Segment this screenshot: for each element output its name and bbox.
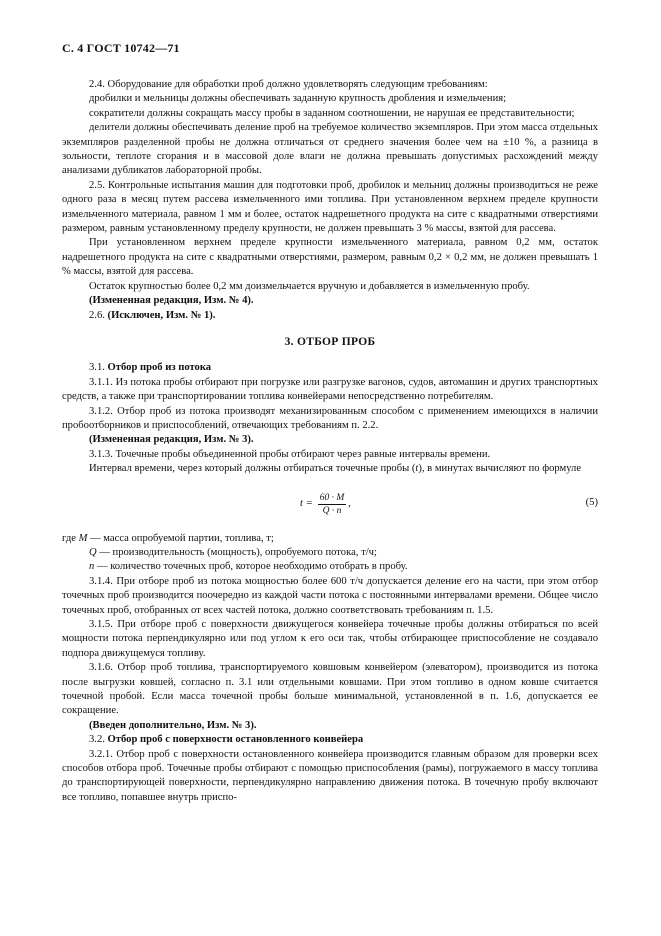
where-text: — производительность (мощность), опробуемого потока, т/ч; [96,546,377,558]
where-item-q [62,546,598,560]
formula-expression [300,492,351,517]
text-fragment: Интервал времени, через который должны отбираться точечные пробы ( [89,463,416,475]
paragraph-2-4: 2.4. Оборудование для обработки проб должно удовлетворять следующим требованиям: [89,79,488,90]
paragraph-3-2 [62,733,598,747]
clause-title: Отбор проб с поверхности остановленного конвейера [107,734,364,746]
paragraph-3-1-6: 3.1.6. Отбор проб топлива, транспортируемого ковшовым конвейером (элеватором), производится из потока после выгрузки ковшей, согласно п. 3.1 или отдельными ковшами. При этом топливо в одном ковше считается точечной пробой. Если масса точечной пробы больше минимальной, установленной в п. 1.6, допускается ее сокращение. [62,662,598,717]
paragraph-3-1-2: 3.1.2. Отбор проб из потока производят механизированным способом с применением имеющихся в наличии пробоотборников и приспособлений, отвечающих требованиям п. 2.2. [62,405,598,431]
amendment-note-izm4: (Измененная редакция, Изм. № 4). [89,295,254,307]
formula-denominator: Q · n [322,505,342,516]
paragraph-crushers: дробилки и мельницы должны обеспечивать заданную крупность дробления и измельчения; [89,93,507,105]
paragraph-2-6 [62,309,598,323]
where-prefix: где [62,532,79,544]
paragraph-3-1 [62,361,598,375]
paragraph-3-1-1: 3.1.1. Из потока пробы отбирают при погрузке или разгрузке вагонов, судов, автомашин и других транспортных средств, а также при транспортировании топлива конвейерами непосредственно потребителям. [62,376,598,403]
amendment-note-added: (Введен дополнительно, Изм. № 3). [89,719,257,731]
formula-lhs: t = [300,497,313,509]
paragraph-3-2-1: 3.2.1. Отбор проб с поверхности остановленного конвейера производится главным образом для проверки всех способов отбора проб. Точечные пробы отбирают с помощью приспособления (рамы), погружаемого в массу топлива до транспортирующей поверхности, перпендикулярно направлению движения потока. В точечную пробу включают все топливо, попавшее внутрь приспо- [62,748,598,803]
formula-numerator: 60 · M [319,492,345,503]
symbol-q: Q [89,546,97,558]
where-item-m [62,532,598,546]
symbol-n: n [89,561,95,573]
paragraph-interval [62,462,598,476]
section-heading: 3. ОТБОР ПРОБ [284,335,376,348]
document-body [62,78,598,805]
clause-number: 3.1. [89,362,105,374]
where-text: — количество точечных проб, которое необходимо отобрать в пробу. [94,561,408,573]
paragraph-3-1-3: 3.1.3. Точечные пробы объединенной пробы отбирают через равные интервалы времени. [89,448,491,460]
text-fragment: ), в минутах вычисляют по формуле [418,463,582,475]
paragraph-dividers: делители должны обеспечивать деление проб на требуемое количество экземпляров. При этом масса отдельных экземпляров разделенной пробы не должна отличаться от среднего значения более чем на ±10 %, а разница в зольности, теплоте сгорания и в массовой доле влаги не должна превышать допустимых расхождений между анализами дубликатов лабораторной пробы. [62,122,598,177]
clause-excluded-note: (Исключен, Изм. № 1). [107,309,216,321]
clause-number: 2.6. [89,309,105,321]
formula-tail: , [348,497,351,509]
formula-5 [62,484,598,528]
clause-number: 3.2. [89,734,105,746]
formula-number: (5) [585,496,598,508]
formula-fraction [318,492,347,517]
page-header: С. 4 ГОСТ 10742—71 [62,41,180,55]
paragraph-0-2mm: При установленном верхнем пределе крупности измельченного материала, равном 0,2 мм, остаток надрешетного продукта на сите с квадратными отверстиями, размером, равным 0,2 × 0,2 мм, не должен превышать 1 % массы, взятой для рассева. [62,237,598,278]
paragraph-3-1-5: 3.1.5. При отборе проб с поверхности движущегося конвейера точечные пробы должны отбираться по всей мощности потока перпендикулярно или под углом к его оси так, чтобы отбирающее приспособление не создавало подпора движущемуся топливу. [62,619,598,659]
amendment-note-izm3: (Измененная редакция, Изм. № 3). [89,434,254,446]
paragraph-3-1-4: 3.1.4. При отборе проб из потока мощностью более 600 т/ч допускается деление его на части, при этом отбор точечных проб производится поочередно из каждой части потока с постоянными интервалами времени. Общее число точечных проб, отобранных от всех частей потока, должно соответствовать требованиям п. 1.5. [62,575,598,616]
clause-title: Отбор проб из потока [107,362,212,374]
where-text: — масса опробуемой партии, топлива, т; [87,532,274,544]
paragraph-residue: Остаток крупностью более 0,2 мм доизмельчается вручную и добавляется в измельченную пробу. [89,280,530,292]
paragraph-2-5: 2.5. Контрольные испытания машин для подготовки проб, дробилок и мельниц должны производиться не реже одного раза в месяц путем рассева измельченного ими топлива. При установленном верхнем пределе крупности измельченного материала, равном 1 мм и более, остаток надрешетного продукта на сите с квадратными отверстиями размером, равным установленному пределу крупности, не должен превышать 3 % массы, взятой для рассева. [62,179,598,235]
variable-t: t [415,463,419,475]
where-item-n [62,560,598,574]
paragraph-reducers: сократители должны сокращать массу пробы в заданном соотношении, не нарушая ее представительности; [89,107,575,119]
symbol-m: M [78,532,88,544]
